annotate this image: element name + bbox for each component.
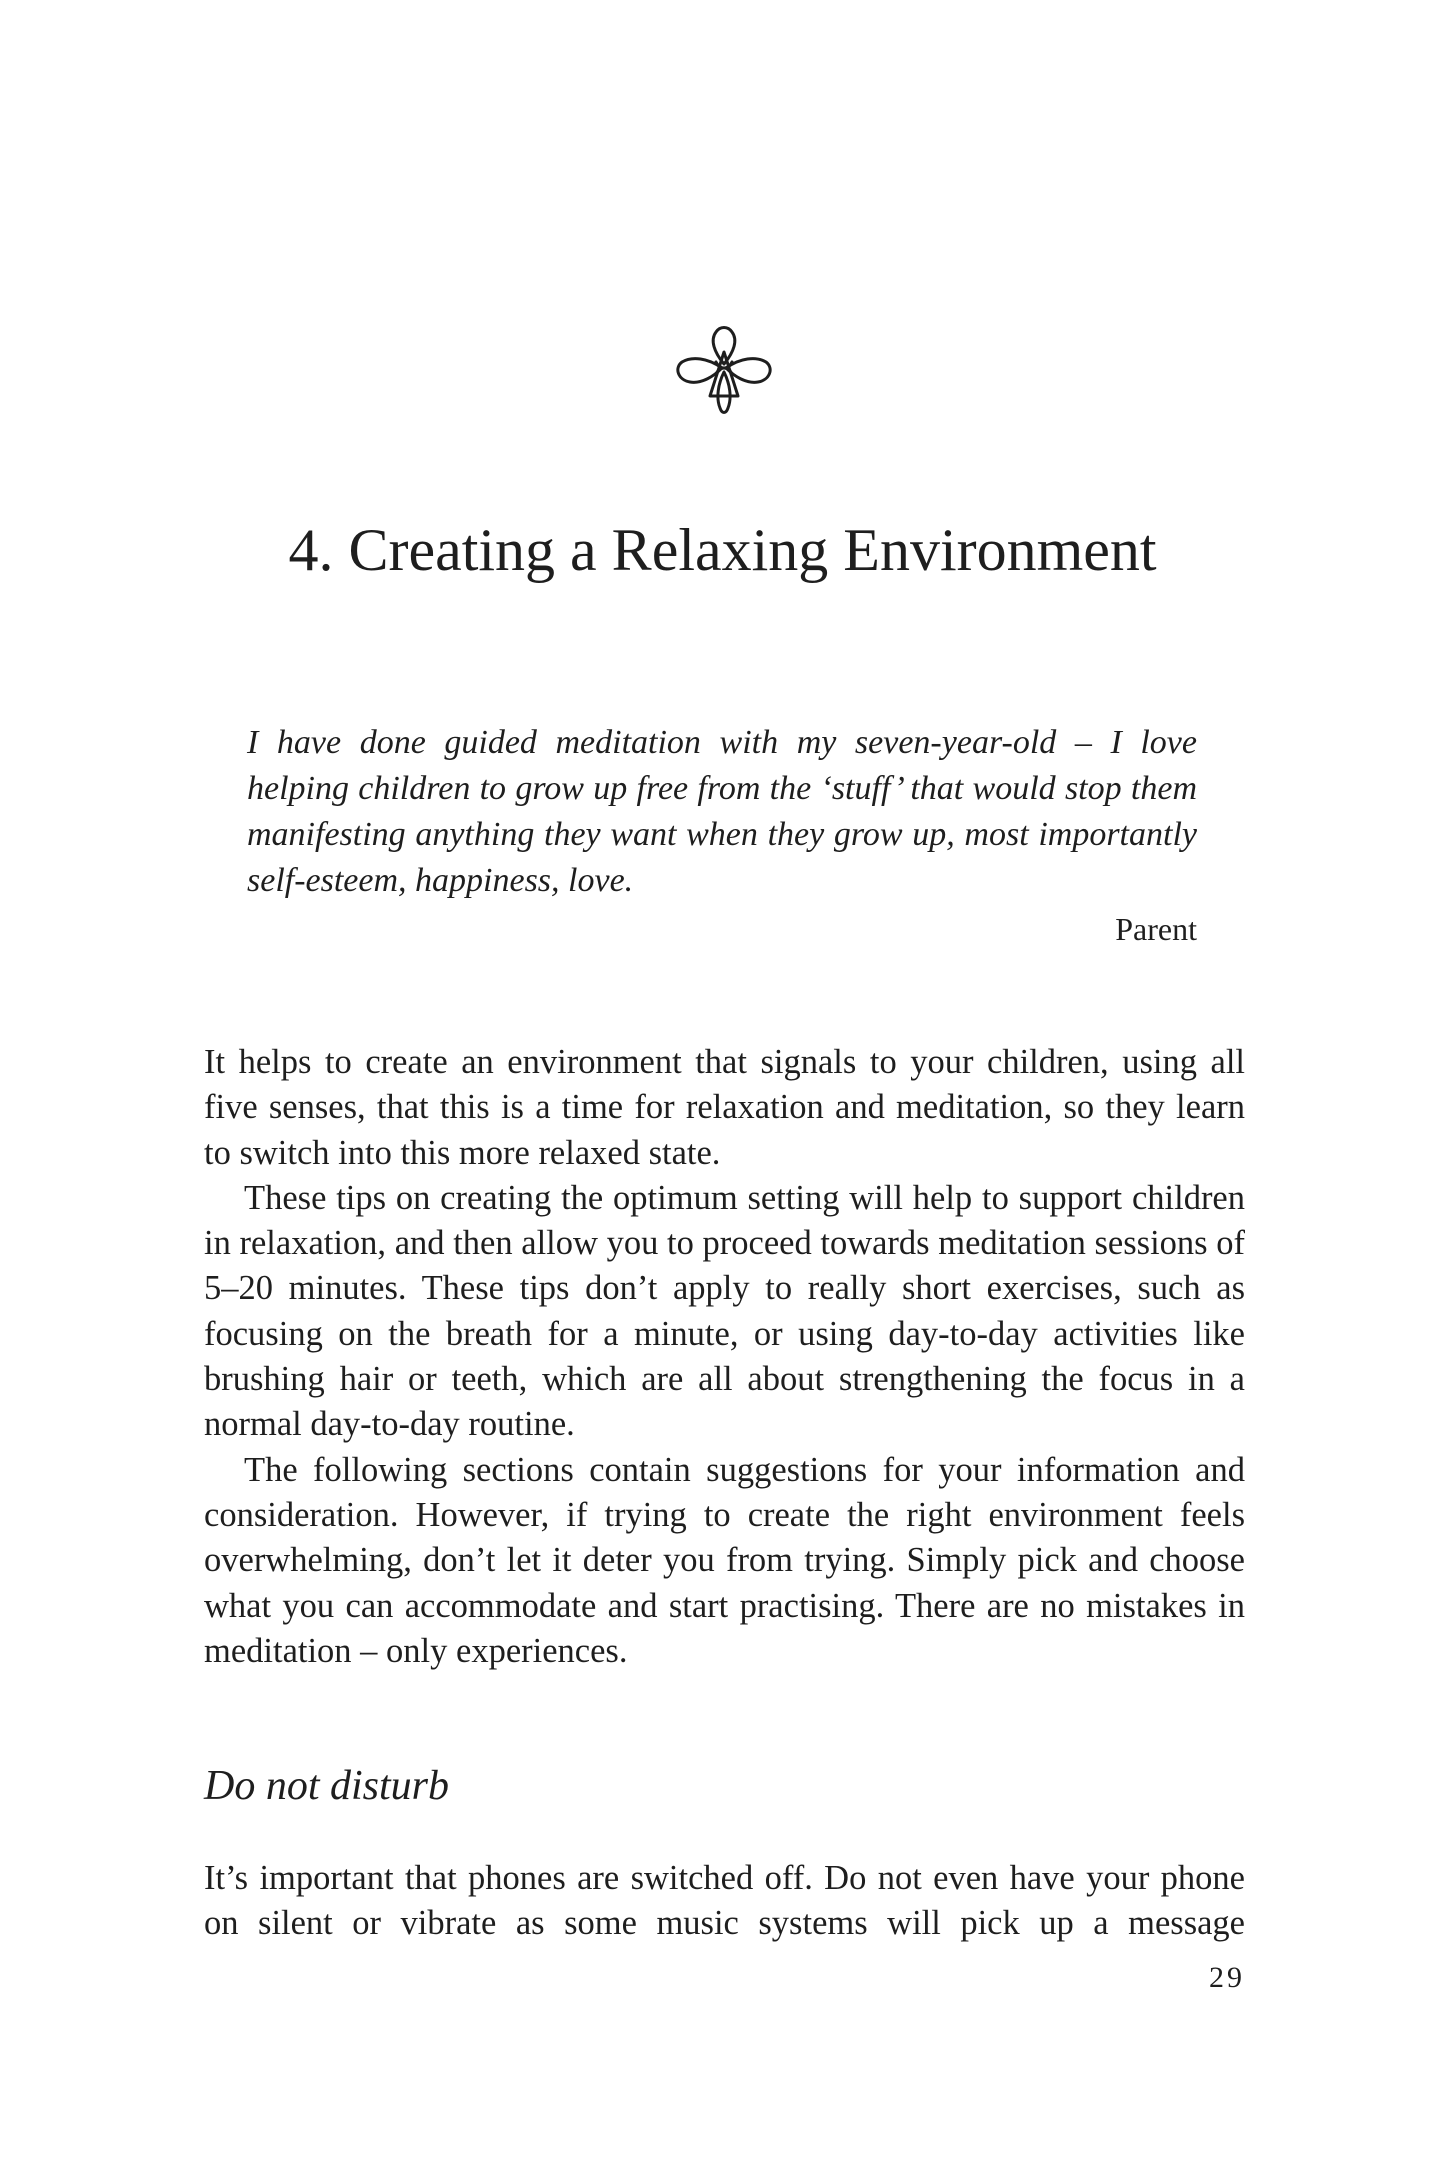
page-number: 29 [1209,1961,1245,1994]
epigraph-quote: I have done guided meditation with my seven-year-old – I love helping children to grow up free from the ‘stuff’ that would stop them manifesting anything they want when they grow up, most importantly self-esteem, happiness, love. [247,724,1197,899]
body-text [204,1040,1245,1674]
section-paragraph: It’s important that phones are switched off. Do not even have your phone on silent or vibrate as some music systems will pick up a message [204,1859,1245,1943]
chapter-title: 4. Creating a Relaxing Environment [288,517,1157,583]
epigraph [247,720,1197,954]
epigraph-attribution: Parent [1115,911,1197,947]
section-heading: Do not disturb [204,1763,450,1809]
section-body [204,1856,1245,1947]
lotus-flower-icon [662,312,786,424]
body-paragraph: It helps to create an environment that signals to your children, using all five senses, that this is a time for relaxation and meditation, so they learn to switch into this more relaxed state. [204,1043,1245,1172]
body-paragraph: These tips on creating the optimum setting will help to support children in relaxation, and then allow you to proceed towards meditation sessions of 5–20 minutes. These tips don’t apply to really short exercises, such as focusing on the breath for a minute, or using day-to-day activities like brushing hair or teeth, which are all about strengthening the focus in a normal day-to-day routine. [204,1178,1245,1444]
body-paragraph: The following sections contain suggestions for your information and consideration. However, if trying to create the right environment feels overwhelming, don’t let it deter you from trying. Simply pick and choose what you can accommodate and start practising. There are no mistakes in meditation – only experiences. [204,1450,1245,1670]
